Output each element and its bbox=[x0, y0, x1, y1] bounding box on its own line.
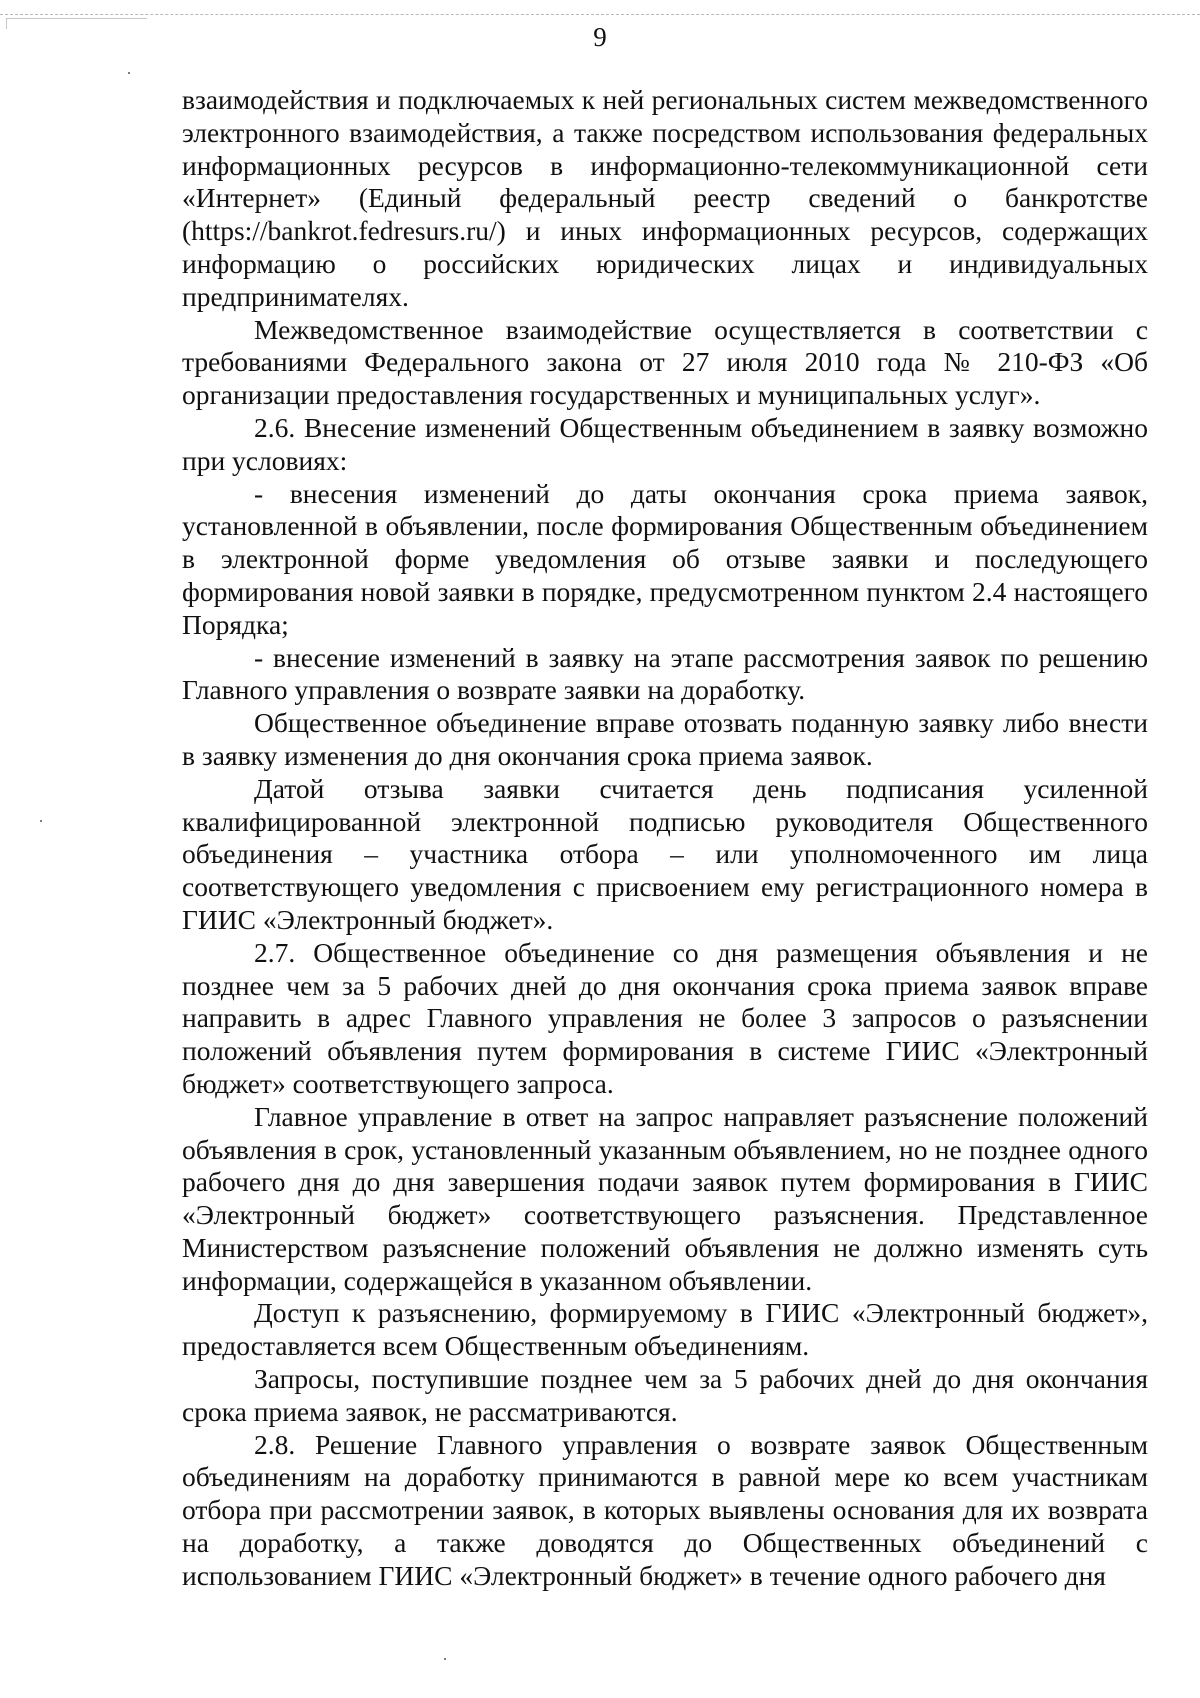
list-item-changes-on-review: - внесение изменений в заявку на этапе рассмотрения заявок по решению Главного управления о возврате заявки на доработку. bbox=[182, 641, 1148, 706]
scan-speck bbox=[40, 820, 42, 822]
paragraph-withdraw-date: Датой отзыва заявки считается день подписания усиленной квалифицированной электронной подписью руководителя Общественного объединения – участника отбора – или уполномоченного им лица соответствующего уведомления с присвоением ему регистрационного номера в ГИИС «Электронный бюджет». bbox=[182, 772, 1148, 935]
paragraph-2-6: 2.6. Внесение изменений Общественным объединением в заявку возможно при условиях: bbox=[182, 411, 1148, 476]
document-body bbox=[182, 84, 1148, 1593]
list-item-changes-before-deadline: - внесения изменений до даты окончания срока приема заявок, установленной в объявлении, после формирования Общественным объединением в электронной форме уведомления об отзыве заявки и последующего формирования новой заявки в порядке, предусмотренном пунктом 2.4 настоящего Порядка; bbox=[182, 477, 1148, 640]
scan-speck bbox=[128, 72, 130, 74]
paragraph-2-7: 2.7. Общественное объединение со дня размещения объявления и не позднее чем за 5 рабочих дней до дня окончания срока приема заявок вправе направить в адрес Главного управления не более 3 запросов о разъяснении положений объявления путем формирования в системе ГИИС «Электронный бюджет» соответствующего запроса. bbox=[182, 936, 1148, 1099]
page-number: 9 bbox=[593, 22, 607, 52]
scan-edge-top bbox=[0, 14, 1200, 15]
paragraph-late-requests: Запросы, поступившие позднее чем за 5 рабочих дней до дня окончания срока приема заявок, не рассматриваются. bbox=[182, 1363, 1148, 1427]
paragraph-continuation: взаимодействия и подключаемых к ней региональных систем межведомственного электронного взаимодействия, а также посредством использования федеральных информационных ресурсов в информационно-телекоммуникационной сети «Интернет» (Единый федеральный реестр сведений о банкротстве (https://bankrot.fedresurs.ru/) и иных информационных ресурсов, содержащих информацию о российских юридических лицах и индивидуальных предпринимателях. bbox=[182, 84, 1148, 312]
paragraph-withdraw-right: Общественное объединение вправе отозвать поданную заявку либо внести в заявку изменения до дня окончания срока приема заявок. bbox=[182, 707, 1148, 771]
paragraph-clarification-response: Главное управление в ответ на запрос направляет разъяснение положений объявления в срок, установленный указанным объявлением, но не позднее одного рабочего дня до дня завершения подачи заявок путем формирования в ГИИС «Электронный бюджет» соответствующего разъяснения. Представленное Министерством разъяснение положений объявления не должно изменять суть информации, содержащейся в указанном объявлении. bbox=[182, 1100, 1148, 1296]
scan-speck bbox=[444, 1658, 446, 1660]
paragraph-clarification-access: Доступ к разъяснению, формируемому в ГИИС «Электронный бюджет», предоставляется всем Общественным объединениям. bbox=[182, 1297, 1148, 1362]
paragraph-interagency: Межведомственное взаимодействие осуществляется в соответствии с требованиями Федерального закона от 27 июля 2010 года № 210-ФЗ «Об организации предоставления государственных и муниципальных услуг». bbox=[182, 313, 1148, 411]
paragraph-2-8: 2.8. Решение Главного управления о возврате заявок Общественным объединениям на доработку принимаются в равной мере ко всем участникам отбора при рассмотрении заявок, в которых выявлены основания для их возврата на доработку, а также доводятся до Общественных объединений с использованием ГИИС «Электронный бюджет» в течение одного рабочего дня bbox=[182, 1428, 1148, 1591]
